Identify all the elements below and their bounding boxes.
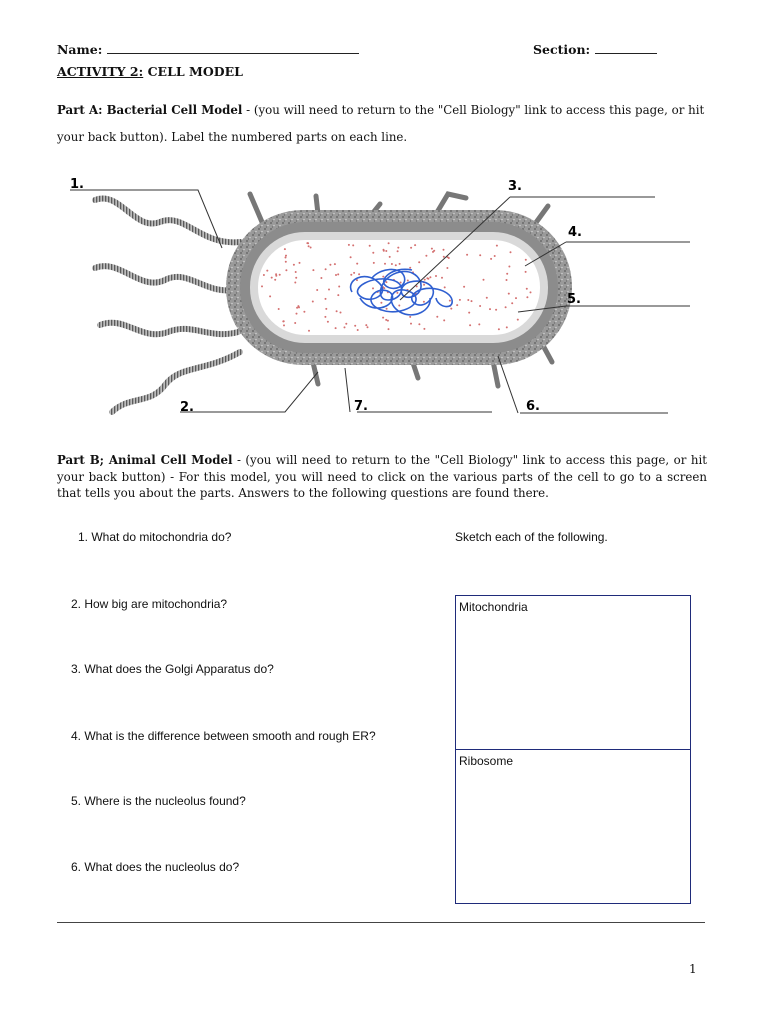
ribosome-dot [444, 286, 446, 288]
ribosome-dot [297, 305, 299, 307]
ribosome-dot [397, 247, 399, 249]
ribosome-dot [285, 269, 287, 271]
ribosome-dot [443, 256, 445, 258]
ribosome-dot [468, 312, 470, 314]
ribosome-dot [423, 328, 425, 330]
ribosome-dot [505, 306, 507, 308]
ribosome-dot [325, 308, 327, 310]
ribosome-dot [325, 268, 327, 270]
ribosome-dot [348, 244, 350, 246]
ribosome-dot [303, 311, 305, 313]
ribosome-dot [324, 316, 326, 318]
ribosome-dot [274, 279, 276, 281]
ribosome-dot [283, 324, 285, 326]
ribosome-dot [358, 273, 360, 275]
ribosome-dot [436, 316, 438, 318]
label-6: 6. [526, 399, 540, 414]
ribosome-dot [486, 297, 488, 299]
question-1: 1. What do mitochondria do? [78, 530, 232, 544]
ribosome-dot [316, 289, 318, 291]
ribosome-dot [327, 321, 329, 323]
ribosome-dot [525, 271, 527, 273]
ribosome-dot [354, 325, 356, 327]
ribosome-dot [266, 270, 268, 272]
ribosome-dot [398, 305, 400, 307]
sketch-instruction: Sketch each of the following. [455, 530, 608, 544]
ribosome-dot [410, 247, 412, 249]
ribosome-dot [285, 255, 287, 257]
ribosome-dot [320, 277, 322, 279]
ribosome-dot [285, 257, 287, 259]
ribosome-dot [384, 263, 386, 265]
ribosome-dot [498, 328, 500, 330]
ribosome-dot [350, 274, 352, 276]
ribosome-dot [391, 263, 393, 265]
ribosome-dot [510, 251, 512, 253]
footer-divider [57, 922, 705, 923]
activity-label: ACTIVITY 2: [57, 64, 144, 79]
part-b-text: - (you will need to return to the "Cell Biology" link to access this page, or hit your back button) - For this model, you will need to click on the various parts of the cell to go to a screen that tells you about the parts. Answers to the following questions are found there. [57, 453, 707, 500]
ribosome-dot [410, 323, 412, 325]
flagellum [95, 266, 236, 290]
ribosome-dot [357, 329, 359, 331]
ribosome-dot [443, 319, 445, 321]
ribosome-dot [365, 324, 367, 326]
ribosome-dot [459, 299, 461, 301]
flagellum [100, 323, 238, 335]
ribosome-dot [328, 289, 330, 291]
ribosome-dot [525, 259, 527, 261]
ribosome-dot [388, 242, 390, 244]
ribosome-dot [372, 252, 374, 254]
ribosome-dot [294, 322, 296, 324]
ribosome-dot [340, 312, 342, 314]
ribosome-dot [443, 249, 445, 251]
name-label: Name: [57, 42, 103, 57]
ribosome-dot [337, 273, 339, 275]
ribosome-dot [329, 264, 331, 266]
ribosome-dot [399, 263, 401, 265]
ribosome-dot [385, 250, 387, 252]
label-3: 3. [508, 179, 522, 194]
flagellum [112, 352, 240, 412]
ribosome-dot [275, 273, 277, 275]
label-7: 7. [354, 399, 368, 414]
ribosome-dot [299, 262, 301, 264]
ribosome-dot [490, 258, 492, 260]
ribosome-dot [367, 326, 369, 328]
ribosome-dot [423, 284, 425, 286]
ribosome-dot [308, 330, 310, 332]
label-5: 5. [567, 292, 581, 307]
ribosome-dot [310, 247, 312, 249]
ribosome-dot [382, 276, 384, 278]
ribosome-sketch-box[interactable] [455, 749, 691, 904]
ribosome-dot [515, 297, 517, 299]
ribosome-dot [312, 269, 314, 271]
part-b-title: Part B; Animal Cell Model [57, 453, 233, 467]
ribosome-dot [395, 264, 397, 266]
ribosome-dot [435, 275, 437, 277]
ribosome-dot [271, 277, 273, 279]
ribosome-dot [282, 320, 284, 322]
ribosome-dot [296, 307, 298, 309]
ribosome-dot [263, 274, 265, 276]
ribosome-dot [426, 277, 428, 279]
ribosome-dot [448, 257, 450, 259]
ribosome-dot [385, 319, 387, 321]
part-b-instructions [57, 452, 707, 502]
ribosome-dot [469, 324, 471, 326]
ribosome-dot [353, 272, 355, 274]
ribosome-dot [385, 281, 387, 283]
ribosome-dot [489, 308, 491, 310]
question-6: 6. What does the nucleolus do? [71, 860, 240, 874]
ribosome-dot [409, 267, 411, 269]
ribosome-dot [373, 262, 375, 264]
ribosome-dot [441, 277, 443, 279]
section-label: Section: [533, 42, 591, 57]
ribosome-dot [400, 282, 402, 284]
ribosome-dot [352, 244, 354, 246]
ribosome-dot [508, 293, 510, 295]
ribosome-dot [526, 288, 528, 290]
ribosome-dot [479, 254, 481, 256]
ribosome-dot [409, 316, 411, 318]
ribosome-dot [414, 244, 416, 246]
label-2: 2. [180, 400, 194, 415]
ribosome-dot [506, 326, 508, 328]
ribosome-dot [294, 282, 296, 284]
ribosome-dot [463, 286, 465, 288]
ribosome-dot [495, 309, 497, 311]
ribosome-dot [446, 267, 448, 269]
ribosome-dot [278, 308, 280, 310]
ribosome-dot [296, 313, 298, 315]
ribosome-dot [517, 319, 519, 321]
ribosome-dot [389, 256, 391, 258]
part-a-text-line1: - (you will need to return to the "Cell Biology" link to access this page, or hit [242, 103, 705, 117]
ribosome-dot [369, 245, 371, 247]
ribosome-dot [372, 287, 374, 289]
question-3: 3. What does the Golgi Apparatus do? [71, 662, 274, 676]
ribosome-dot [325, 298, 327, 300]
ribosome-dot [432, 251, 434, 253]
ribosome-dot [429, 276, 431, 278]
ribosome-dot [344, 326, 346, 328]
ribosome-dot [337, 294, 339, 296]
ribosome-dot [336, 310, 338, 312]
question-2: 2. How big are mitochondria? [71, 597, 228, 611]
ribosome-dot [308, 245, 310, 247]
ribosome-dot [382, 317, 384, 319]
ribosome-dot [386, 308, 388, 310]
ribosome-dot [334, 263, 336, 265]
ribosome-dot [335, 274, 337, 276]
ribosome-dot [456, 304, 458, 306]
ribosome-dot [471, 300, 473, 302]
ribosome-dot [496, 245, 498, 247]
ribosome-dot [293, 264, 295, 266]
ribosome-dot [396, 292, 398, 294]
ribosome-dot [388, 328, 390, 330]
ribosome-dot [506, 279, 508, 281]
label-4: 4. [568, 225, 582, 240]
ribosome-dot [407, 280, 409, 282]
ribosome-dot [479, 305, 481, 307]
ribosome-dot [295, 271, 297, 273]
ribosome-dot [508, 266, 510, 268]
pilus [250, 194, 262, 222]
ribosome-dot [350, 256, 352, 258]
ribosome-dot [467, 299, 469, 301]
ribosome-dot [269, 295, 271, 297]
question-5: 5. Where is the nucleolus found? [71, 794, 246, 808]
ribosome-dot [424, 279, 426, 281]
ribosome-dot [285, 261, 287, 263]
ribosome-dot [383, 250, 385, 252]
mitochondria-sketch-box[interactable] [455, 595, 691, 751]
page-number: 1 [689, 962, 697, 976]
ribosome-dot [511, 302, 513, 304]
flagellum [95, 198, 240, 242]
part-a-text-line2: your back button). Label the numbered parts on each line. [57, 130, 408, 144]
ribosome-dot [295, 277, 297, 279]
ribosome-dot [307, 242, 309, 244]
bacterial-cell-diagram [0, 0, 768, 430]
ribosome-dot [312, 301, 314, 303]
mitochondria-box-label: Mitochondria [459, 600, 528, 614]
ribosome-dot [335, 327, 337, 329]
ribosome-dot [338, 286, 340, 288]
question-4: 4. What is the difference between smooth and rough ER? [71, 729, 376, 743]
ribosome-dot [530, 291, 532, 293]
ribosome-dot [449, 300, 451, 302]
ribosome-box-label: Ribosome [459, 754, 514, 768]
ribosome-dot [418, 261, 420, 263]
ribosome-dot [279, 274, 281, 276]
ribosome-dot [526, 296, 528, 298]
ribosome-dot [423, 301, 425, 303]
ribosome-dot [356, 263, 358, 265]
flagella [95, 198, 240, 412]
ribosome-dot [483, 279, 485, 281]
ribosome-dot [380, 302, 382, 304]
ribosome-dot [397, 250, 399, 252]
ribosome-dot [261, 285, 263, 287]
ribosome-dot [450, 308, 452, 310]
ribosome-dot [466, 254, 468, 256]
activity-title: CELL MODEL [147, 64, 243, 79]
label-1: 1. [70, 177, 84, 192]
ribosome-dot [506, 273, 508, 275]
ribosome-dot [478, 323, 480, 325]
ribosome-dot [431, 248, 433, 250]
ribosome-dot [494, 255, 496, 257]
ribosome-dot [345, 323, 347, 325]
ribosome-dot [425, 255, 427, 257]
ribosome-dot [418, 323, 420, 325]
part-a-title: Part A: Bacterial Cell Model [57, 103, 243, 117]
ribosome-dot [284, 248, 286, 250]
